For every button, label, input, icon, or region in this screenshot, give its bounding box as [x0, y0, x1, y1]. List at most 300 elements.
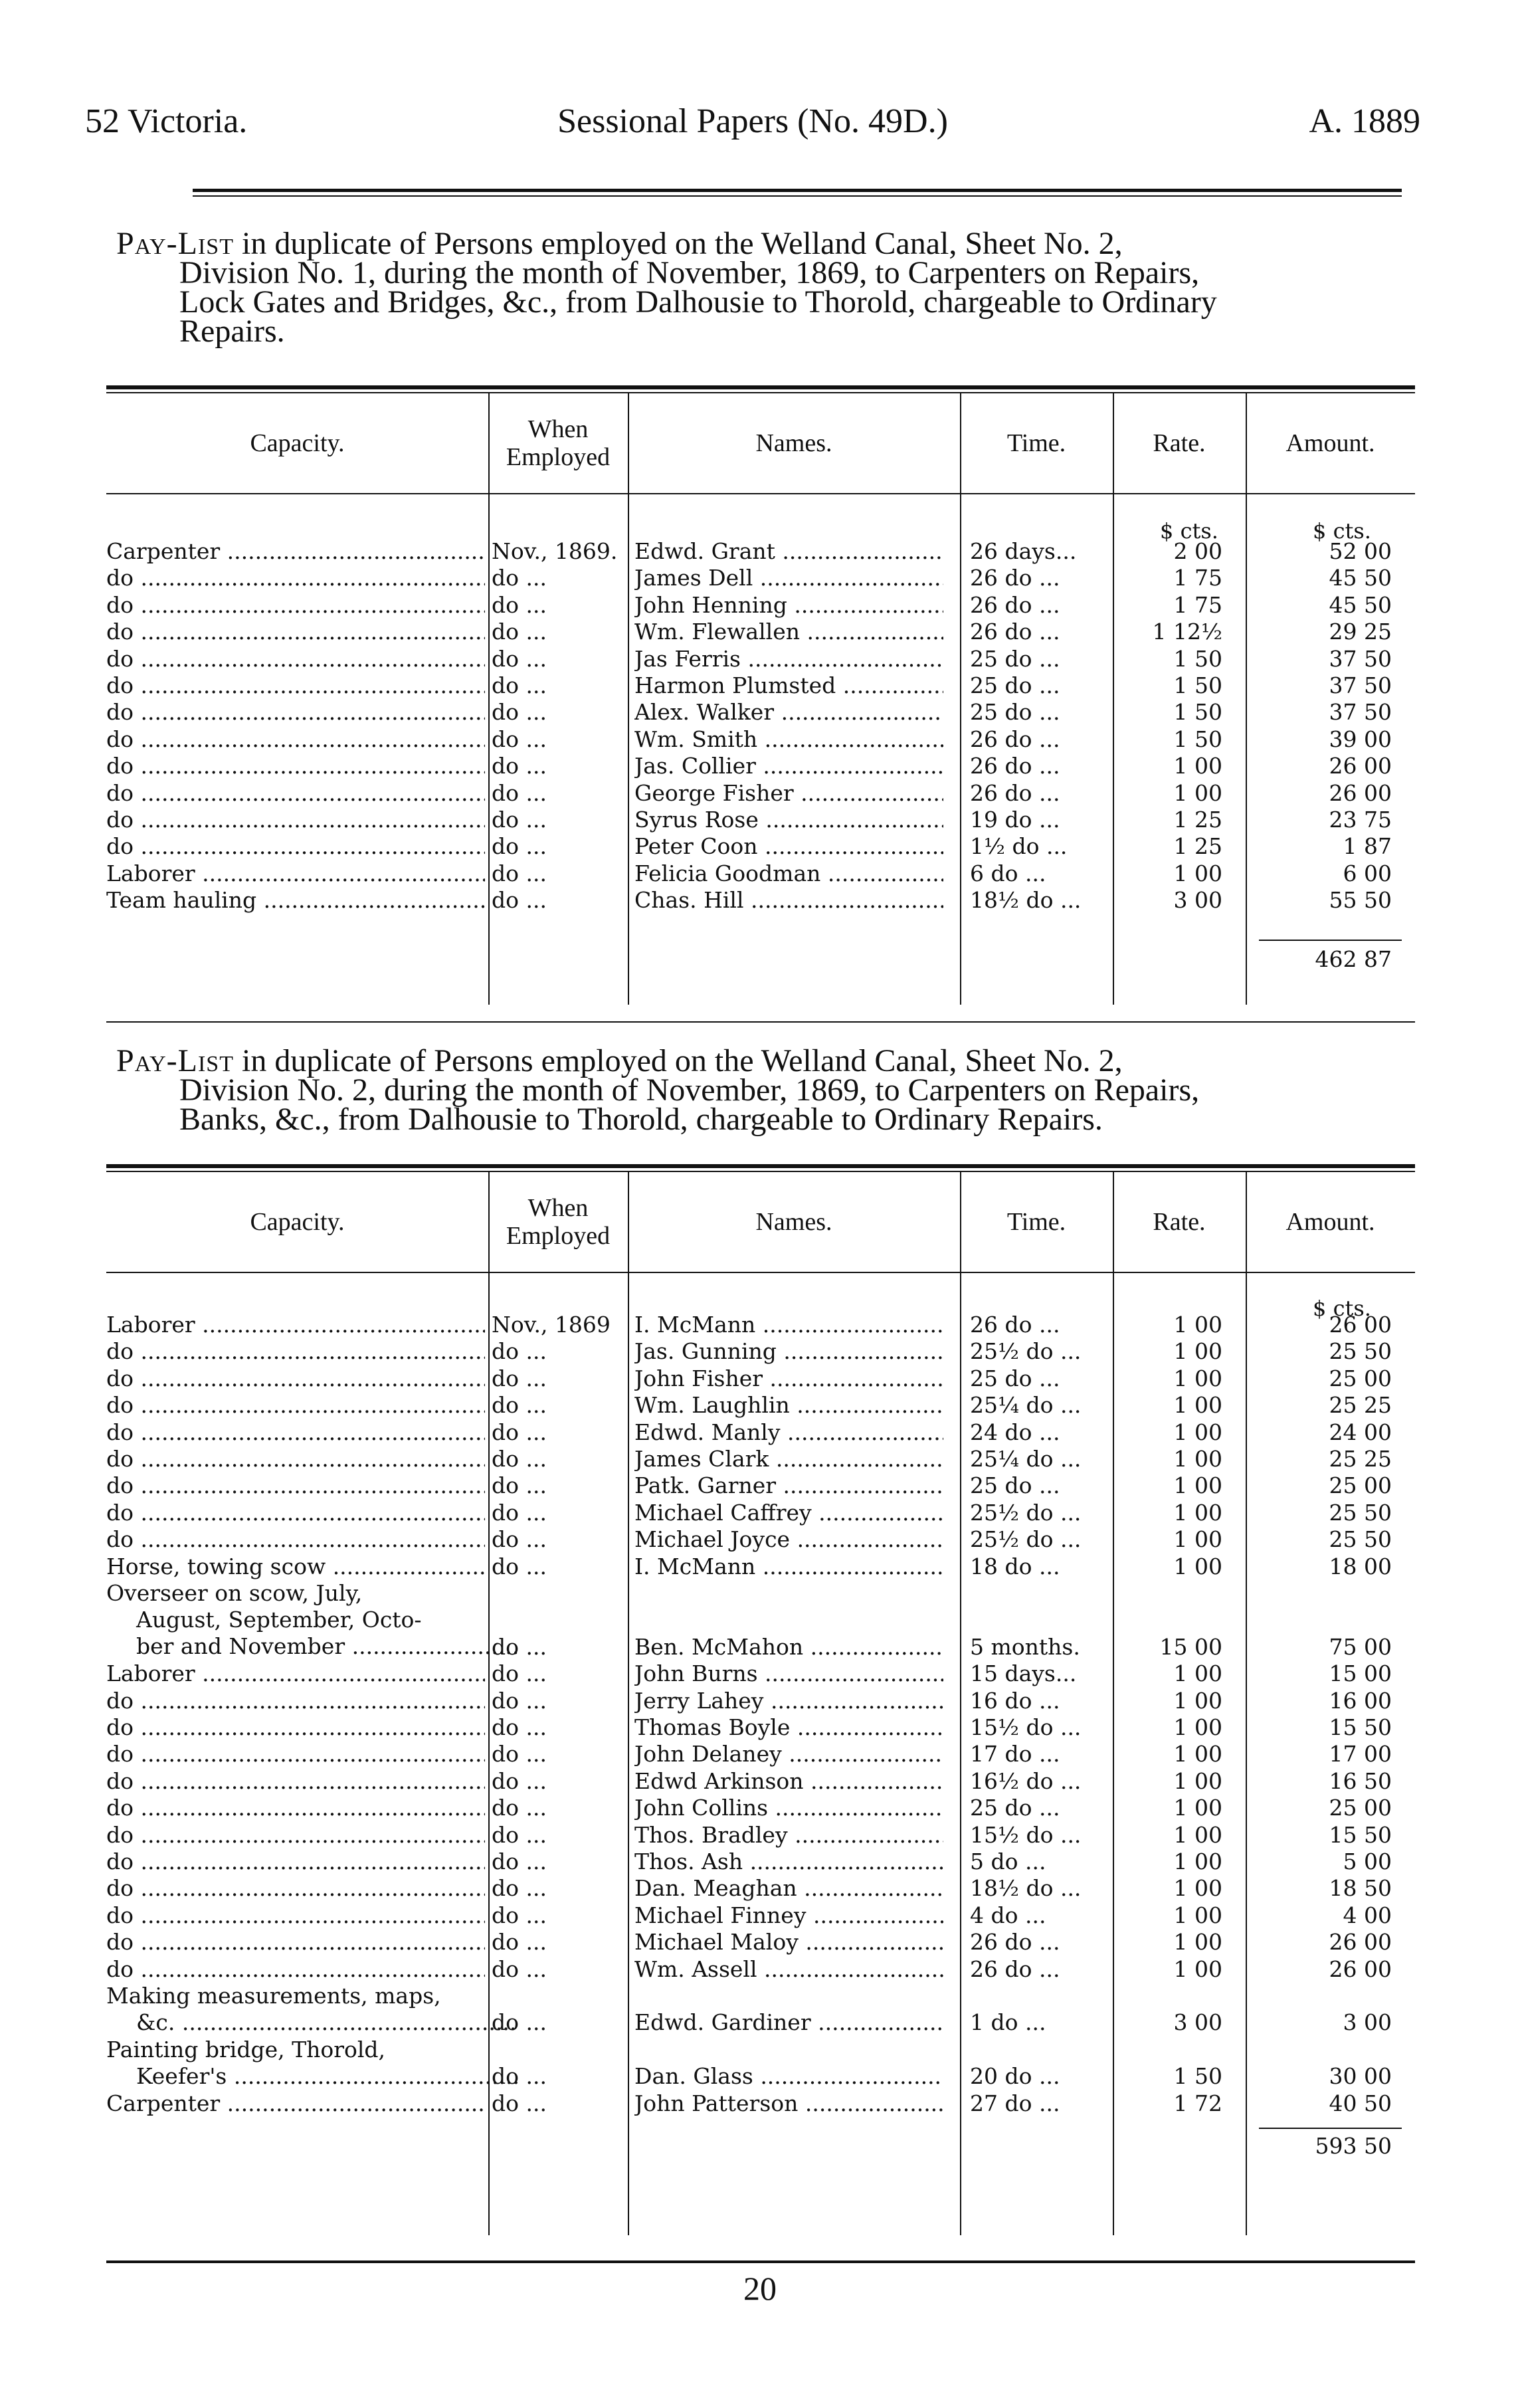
name-cell: Dan. Meaghan .....: [634, 1875, 943, 1902]
amount-cell: 24 00: [1329, 1419, 1392, 1445]
when-employed-cell: do ...: [492, 1795, 547, 1821]
table-row: [106, 1500, 1415, 1526]
amount-cell: 40 50: [1329, 2090, 1392, 2116]
table-row: [106, 1929, 1415, 1956]
amount-cell: 26 00: [1329, 1312, 1392, 1338]
rate-unit: $ cts.: [1160, 518, 1218, 544]
amount-cell: 52 00: [1329, 538, 1392, 564]
time-cell: 25½ do ...: [970, 1338, 1082, 1365]
name-cell: Wm. Smith .....: [634, 726, 943, 753]
capacity-cell: Laborer .....: [106, 860, 485, 887]
when-employed-cell: do ...: [492, 726, 547, 752]
capacity-cell: do .....: [106, 1741, 485, 1767]
amount-cell: 25 50: [1329, 1338, 1392, 1365]
name-cell: John Patterson .....: [634, 2090, 943, 2117]
table-row: [106, 565, 1415, 591]
amount-cell: 39 00: [1329, 726, 1392, 752]
rate-cell: 3 00: [1173, 2009, 1222, 2036]
time-cell: 19 do ...: [970, 807, 1060, 833]
table-row: [106, 860, 1415, 887]
when-employed-cell: do ...: [492, 1419, 547, 1445]
rate-cell: 1 00: [1173, 1392, 1222, 1419]
when-employed-cell: do ...: [492, 1902, 547, 1928]
capacity-cell: Laborer .....: [106, 1312, 485, 1338]
time-cell: 15 days...: [970, 1660, 1077, 1687]
time-cell: 26 do ...: [970, 1956, 1060, 1982]
time-cell: 15½ do ...: [970, 1821, 1082, 1848]
capacity-cell: Painting bridge, Thorold,: [106, 2036, 386, 2062]
when-employed-cell: do ...: [492, 1338, 547, 1365]
name-cell: Syrus Rose .....: [634, 807, 943, 833]
when-employed-cell: do ...: [492, 565, 547, 591]
name-cell: Jas. Collier .....: [634, 753, 943, 779]
capacity-cell: &c. .....: [106, 2009, 518, 2036]
amount-cell: 25 25: [1329, 1392, 1392, 1419]
table-row: [106, 1338, 1415, 1365]
amount-cell: 6 00: [1343, 860, 1392, 886]
name-cell: Alex. Walker .....: [634, 699, 943, 726]
time-cell: 20 do ...: [970, 2063, 1060, 2090]
when-employed-cell: do ...: [492, 1526, 547, 1553]
amount-cell: 37 50: [1329, 645, 1392, 672]
capacity-cell: August, September, Octo-: [136, 1607, 422, 1633]
capacity-cell: do .....: [106, 592, 485, 619]
capacity-cell: do .....: [106, 1500, 485, 1526]
amount-cell: 30 00: [1329, 2063, 1392, 2090]
amount-cell: 15 50: [1329, 1714, 1392, 1740]
table-row: [106, 726, 1415, 753]
table-row: [106, 1392, 1415, 1419]
table-row: [106, 1849, 1415, 1875]
amount-cell: 25 00: [1329, 1472, 1392, 1499]
rate-cell: 1 50: [1173, 645, 1222, 672]
total-amount: 462 87: [1315, 946, 1392, 972]
amount-cell: 45 50: [1329, 565, 1392, 591]
capacity-cell: do .....: [106, 1822, 485, 1849]
rate-cell: 1 00: [1173, 1338, 1222, 1365]
time-cell: 25½ do ...: [970, 1499, 1082, 1526]
time-cell: 25 do ...: [970, 1365, 1060, 1391]
col-names: Names.: [755, 1208, 832, 1236]
name-cell: John Burns .....: [634, 1660, 943, 1687]
when-employed-cell: do ...: [492, 1687, 547, 1714]
capacity-cell: do .....: [106, 1902, 485, 1929]
name-cell: Michael Maloy .....: [634, 1929, 943, 1956]
when-employed-cell: do ...: [492, 1472, 547, 1499]
table-row: [106, 1312, 1415, 1338]
rate-cell: 1 00: [1173, 1365, 1222, 1391]
time-cell: 26 do ...: [970, 1312, 1060, 1338]
rate-cell: 1 00: [1173, 1929, 1222, 1956]
amount-cell: 18 00: [1329, 1553, 1392, 1579]
capacity-cell: do .....: [106, 1446, 485, 1472]
amount-cell: 26 00: [1329, 1956, 1392, 1982]
table-row: [106, 1795, 1415, 1821]
table-row: [106, 807, 1415, 833]
table-row: [106, 619, 1415, 645]
capacity-cell: do .....: [106, 1875, 485, 1902]
time-cell: 18½ do ...: [970, 1875, 1082, 1902]
name-cell: Michael Finney .....: [634, 1902, 943, 1929]
total-amount: 593 50: [1315, 2133, 1392, 2159]
time-cell: 26 do ...: [970, 753, 1060, 779]
capacity-cell: Carpenter .....: [106, 538, 485, 565]
time-cell: 25 do ...: [970, 1472, 1060, 1499]
amount-cell: 26 00: [1329, 753, 1392, 779]
capacity-cell: do .....: [106, 1714, 485, 1741]
amount-cell: 17 00: [1329, 1741, 1392, 1767]
capacity-cell: do .....: [106, 1338, 485, 1365]
when-employed-cell: do ...: [492, 699, 547, 726]
time-cell: 26 do ...: [970, 565, 1060, 591]
table1: [106, 385, 1415, 1010]
capacity-cell: Overseer on scow, July,: [106, 1580, 363, 1606]
rate-cell: 1 00: [1173, 1956, 1222, 1982]
rate-cell: 15 00: [1159, 1633, 1222, 1660]
when-employed-cell: do ...: [492, 1849, 547, 1874]
when-employed-cell: do ...: [492, 1499, 547, 1526]
table2: [106, 1164, 1415, 2241]
rate-cell: 1 00: [1173, 1767, 1222, 1794]
rate-cell: 1 50: [1173, 699, 1222, 726]
rate-cell: 1 25: [1173, 833, 1222, 860]
col-time: Time.: [1006, 429, 1066, 457]
time-cell: 25½ do ...: [970, 1526, 1082, 1553]
table-row: [106, 1472, 1415, 1499]
time-cell: 27 do ...: [970, 2090, 1060, 2116]
rate-cell: 1 00: [1173, 1687, 1222, 1714]
amount-unit: $ cts.: [1313, 1296, 1371, 1321]
footer-rule: [106, 2260, 1415, 2263]
when-employed-cell: do ...: [492, 2063, 547, 2090]
capacity-cell: ber and November .....: [106, 1633, 518, 1660]
capacity-cell: do .....: [106, 753, 485, 779]
capacity-cell: do .....: [106, 1419, 485, 1446]
name-cell: Thos. Ash .....: [634, 1849, 943, 1875]
time-cell: 4 do ...: [970, 1902, 1046, 1928]
col-when: When Employed: [506, 415, 611, 471]
table-row: [106, 1956, 1415, 1983]
amount-cell: 26 00: [1329, 779, 1392, 806]
amount-cell: 37 50: [1329, 672, 1392, 698]
capacity-cell: Keefer's .....: [106, 2063, 518, 2090]
table1-header: [106, 393, 1415, 494]
table-row: [106, 833, 1415, 860]
amount-cell: 5 00: [1343, 1849, 1392, 1874]
capacity-cell: Team hauling .....: [106, 887, 485, 914]
capacity-cell: Making measurements, maps,: [106, 1983, 441, 2009]
time-cell: 18½ do ...: [970, 887, 1082, 914]
rate-cell: 1 00: [1173, 1312, 1222, 1338]
when-employed-cell: do ...: [492, 1875, 547, 1902]
when-employed-cell: do ...: [492, 1956, 547, 1982]
name-cell: Jas Ferris .....: [634, 646, 943, 672]
name-cell: Michael Joyce .....: [634, 1526, 943, 1553]
time-cell: 1 do ...: [970, 2009, 1046, 2036]
rate-cell: 1 00: [1173, 1446, 1222, 1472]
amount-cell: 25 25: [1329, 1446, 1392, 1472]
name-cell: Wm. Flewallen .....: [634, 619, 943, 645]
amount-cell: 16 50: [1329, 1767, 1392, 1794]
table1-caption-lead: Pay-List: [116, 226, 234, 261]
capacity-cell: do .....: [106, 1392, 485, 1419]
amount-cell: 75 00: [1329, 1633, 1392, 1660]
table-row: [106, 538, 1415, 565]
table-row: [106, 1741, 1415, 1767]
name-cell: I. McMann .....: [634, 1554, 943, 1580]
amount-cell: 45 50: [1329, 591, 1392, 618]
capacity-cell: do .....: [106, 726, 485, 753]
table-row: [106, 780, 1415, 807]
capacity-cell: do .....: [106, 1526, 485, 1553]
time-cell: 25 do ...: [970, 672, 1060, 698]
capacity-cell: do .....: [106, 1929, 485, 1956]
table-row: [106, 592, 1415, 619]
time-cell: 26 do ...: [970, 726, 1060, 752]
name-cell: Thos. Bradley .....: [634, 1822, 943, 1849]
capacity-cell: Laborer .....: [106, 1660, 485, 1687]
name-cell: I. McMann .....: [634, 1312, 943, 1338]
name-cell: John Collins .....: [634, 1795, 943, 1821]
capacity-cell: do .....: [106, 833, 485, 860]
table-row: [106, 1768, 1415, 1795]
rate-cell: 1 00: [1173, 1526, 1222, 1553]
time-cell: 16 do ...: [970, 1687, 1060, 1714]
capacity-cell: do .....: [106, 807, 485, 833]
table-row: [106, 1902, 1415, 1929]
table-row: [106, 2009, 1415, 2036]
when-employed-cell: do ...: [492, 2009, 547, 2036]
col-capacity: Capacity.: [250, 1208, 345, 1236]
table1-body: [106, 518, 1415, 1010]
rate-cell: 1 00: [1173, 1472, 1222, 1499]
total-rule: [1259, 940, 1402, 941]
time-cell: 26 do ...: [970, 779, 1060, 806]
name-cell: Edwd. Gardiner .....: [634, 2009, 943, 2036]
name-cell: Patk. Garner .....: [634, 1472, 943, 1499]
name-cell: Wm. Laughlin .....: [634, 1392, 943, 1419]
time-cell: 26 do ...: [970, 1929, 1060, 1956]
capacity-cell: do .....: [106, 1795, 485, 1821]
page-number: 20: [743, 2270, 777, 2307]
rate-cell: 1 00: [1173, 753, 1222, 779]
when-employed-cell: do ...: [492, 1821, 547, 1848]
when-employed-cell: do ...: [492, 779, 547, 806]
capacity-cell: do .....: [106, 672, 485, 699]
amount-cell: 23 75: [1329, 807, 1392, 833]
rate-cell: 1 00: [1173, 779, 1222, 806]
when-employed-cell: do ...: [492, 619, 547, 645]
when-employed-cell: do ...: [492, 1767, 547, 1794]
when-employed-cell: do ...: [492, 1553, 547, 1579]
table-row: [106, 1419, 1415, 1446]
time-cell: 15½ do ...: [970, 1714, 1082, 1740]
rate-cell: 1 25: [1173, 807, 1222, 833]
when-employed-cell: do ...: [492, 1365, 547, 1391]
amount-cell: 4 00: [1343, 1902, 1392, 1928]
rate-cell: 1 75: [1173, 591, 1222, 618]
when-employed-cell: do ...: [492, 833, 547, 860]
amount-cell: 26 00: [1329, 1929, 1392, 1956]
table-row: [106, 1660, 1415, 1687]
when-employed-cell: Nov., 1869: [492, 1312, 611, 1338]
header-rule: [193, 189, 1402, 192]
name-cell: Dan. Glass .....: [634, 2063, 943, 2090]
table-row: [106, 1365, 1415, 1392]
name-cell: Chas. Hill .....: [634, 887, 943, 914]
capacity-cell: do .....: [106, 699, 485, 726]
header-year: A. 1889: [1309, 102, 1420, 140]
amount-cell: 15 00: [1329, 1660, 1392, 1687]
col-rate: Rate.: [1153, 429, 1206, 457]
name-cell: Harmon Plumsted .....: [634, 672, 943, 699]
rate-cell: 1 00: [1173, 1795, 1222, 1821]
capacity-cell: do .....: [106, 1365, 485, 1392]
rate-cell: 1 00: [1173, 1714, 1222, 1740]
col-amount: Amount.: [1285, 1208, 1375, 1236]
capacity-cell: do .....: [106, 780, 485, 807]
amount-cell: 25 50: [1329, 1499, 1392, 1526]
rate-cell: 1 00: [1173, 860, 1222, 886]
table-row: [106, 753, 1415, 779]
name-cell: Edwd. Grant .....: [634, 538, 943, 565]
name-cell: Michael Caffrey .....: [634, 1500, 943, 1526]
capacity-cell: do .....: [106, 646, 485, 672]
amount-cell: 29 25: [1329, 619, 1392, 645]
table-row: [106, 2090, 1415, 2117]
table-row: [106, 1822, 1415, 1849]
name-cell: John Henning .....: [634, 592, 943, 619]
when-employed-cell: do ...: [492, 887, 547, 914]
time-cell: 25 do ...: [970, 699, 1060, 726]
rate-cell: 3 00: [1173, 887, 1222, 914]
when-employed-cell: do ...: [492, 1633, 547, 1660]
header-title: Sessional Papers (No. 49D.): [557, 102, 948, 140]
when-employed-cell: do ...: [492, 2090, 547, 2116]
name-cell: Wm. Assell .....: [634, 1956, 943, 1983]
capacity-cell: do .....: [106, 1472, 485, 1499]
time-cell: 5 months.: [970, 1633, 1080, 1660]
time-cell: 25¼ do ...: [970, 1446, 1082, 1472]
rate-cell: 1 50: [1173, 672, 1222, 698]
col-time: Time.: [1006, 1208, 1066, 1236]
table-row: [106, 887, 1415, 914]
capacity-cell: do .....: [106, 1849, 485, 1875]
name-cell: Jerry Lahey .....: [634, 1688, 943, 1714]
time-cell: 25¼ do ...: [970, 1392, 1082, 1419]
amount-cell: 1 87: [1343, 833, 1392, 860]
table-row: [106, 1554, 1415, 1580]
table-row: [106, 1526, 1415, 1553]
name-cell: John Delaney .....: [634, 1741, 943, 1767]
rate-cell: 1 72: [1173, 2090, 1222, 2116]
table2-header: [106, 1172, 1415, 1273]
rate-cell: 1 00: [1173, 1499, 1222, 1526]
capacity-cell: do .....: [106, 565, 485, 591]
rate-cell: 1 00: [1173, 1553, 1222, 1579]
time-cell: 26 do ...: [970, 591, 1060, 618]
table-row: [106, 1688, 1415, 1714]
rate-cell: 1 00: [1173, 1821, 1222, 1848]
capacity-cell: do .....: [106, 1768, 485, 1795]
time-cell: 24 do ...: [970, 1419, 1060, 1445]
time-cell: 26 do ...: [970, 619, 1060, 645]
when-employed-cell: do ...: [492, 1446, 547, 1472]
rate-cell: 1 00: [1173, 1660, 1222, 1687]
rate-cell: 1 50: [1173, 2063, 1222, 2090]
name-cell: George Fisher .....: [634, 780, 943, 807]
col-names: Names.: [755, 429, 832, 457]
col-when: When Employed: [506, 1194, 611, 1250]
rate-cell: 1 00: [1173, 1741, 1222, 1767]
time-cell: 5 do ...: [970, 1849, 1046, 1874]
time-cell: 25 do ...: [970, 645, 1060, 672]
header-volume: 52 Victoria.: [85, 102, 248, 140]
time-cell: 26 days...: [970, 538, 1077, 564]
name-cell: James Clark .....: [634, 1446, 943, 1472]
name-cell: Jas. Gunning .....: [634, 1338, 943, 1365]
name-cell: Felicia Goodman .....: [634, 860, 943, 887]
rate-cell: 2 00: [1173, 538, 1222, 564]
name-cell: John Fisher .....: [634, 1365, 943, 1392]
when-employed-cell: do ...: [492, 1741, 547, 1767]
rate-cell: 1 12½: [1152, 619, 1222, 645]
rate-cell: 1 75: [1173, 565, 1222, 591]
when-employed-cell: do ...: [492, 1929, 547, 1956]
capacity-cell: do .....: [106, 619, 485, 645]
table-row: [106, 2063, 1415, 2090]
time-cell: 6 do ...: [970, 860, 1046, 886]
amount-cell: 16 00: [1329, 1687, 1392, 1714]
running-head: [85, 98, 1420, 145]
capacity-cell: do .....: [106, 1956, 485, 1983]
table-separator: [106, 1021, 1415, 1023]
table2-caption: Pay-List in duplicate of Persons employed on the Welland Canal, Sheet No. 2, Division No. 2, during the month of November, 1869, to Carpenters on Repairs, Banks, &c., from Dalhousie to Thorold, chargeable to Ordinary Repairs.: [116, 1043, 1200, 1137]
when-employed-cell: do ...: [492, 591, 547, 618]
rate-cell: 1 00: [1173, 1419, 1222, 1445]
total-rule: [1259, 2128, 1402, 2129]
when-employed-cell: do ...: [492, 672, 547, 698]
name-cell: Thomas Boyle .....: [634, 1714, 943, 1741]
time-cell: 1½ do ...: [970, 833, 1068, 860]
time-cell: 25 do ...: [970, 1795, 1060, 1821]
amount-cell: 25 00: [1329, 1365, 1392, 1391]
rate-cell: 1 00: [1173, 1902, 1222, 1928]
col-amount: Amount.: [1285, 429, 1375, 457]
amount-cell: 18 50: [1329, 1875, 1392, 1902]
when-employed-cell: do ...: [492, 860, 547, 886]
table-row: [106, 646, 1415, 672]
time-cell: 17 do ...: [970, 1741, 1060, 1767]
capacity-cell: Carpenter .....: [106, 2090, 485, 2117]
header-rule-thin: [193, 195, 1402, 197]
amount-cell: 37 50: [1329, 699, 1392, 726]
when-employed-cell: Nov., 1869.: [492, 538, 618, 564]
table-row: [106, 672, 1415, 699]
time-cell: 18 do ...: [970, 1553, 1060, 1579]
amount-cell: 25 50: [1329, 1526, 1392, 1553]
when-employed-cell: do ...: [492, 807, 547, 833]
amount-cell: 25 00: [1329, 1795, 1392, 1821]
col-capacity: Capacity.: [250, 429, 345, 457]
table-row: [106, 1446, 1415, 1472]
when-employed-cell: do ...: [492, 645, 547, 672]
time-cell: 16½ do ...: [970, 1767, 1082, 1794]
table1-caption: Pay-List in duplicate of Persons employed on the Welland Canal, Sheet No. 2, Division No. 1, during the month of November, 1869, to Carpenters on Repairs, Lock Gates and Bridges, &c., from Dalhousie to Thorold, chargeable to Ordinary Repairs.: [116, 226, 1217, 349]
name-cell: Edwd Arkinson .....: [634, 1768, 943, 1795]
when-employed-cell: do ...: [492, 1392, 547, 1419]
rate-cell: 1 50: [1173, 726, 1222, 752]
